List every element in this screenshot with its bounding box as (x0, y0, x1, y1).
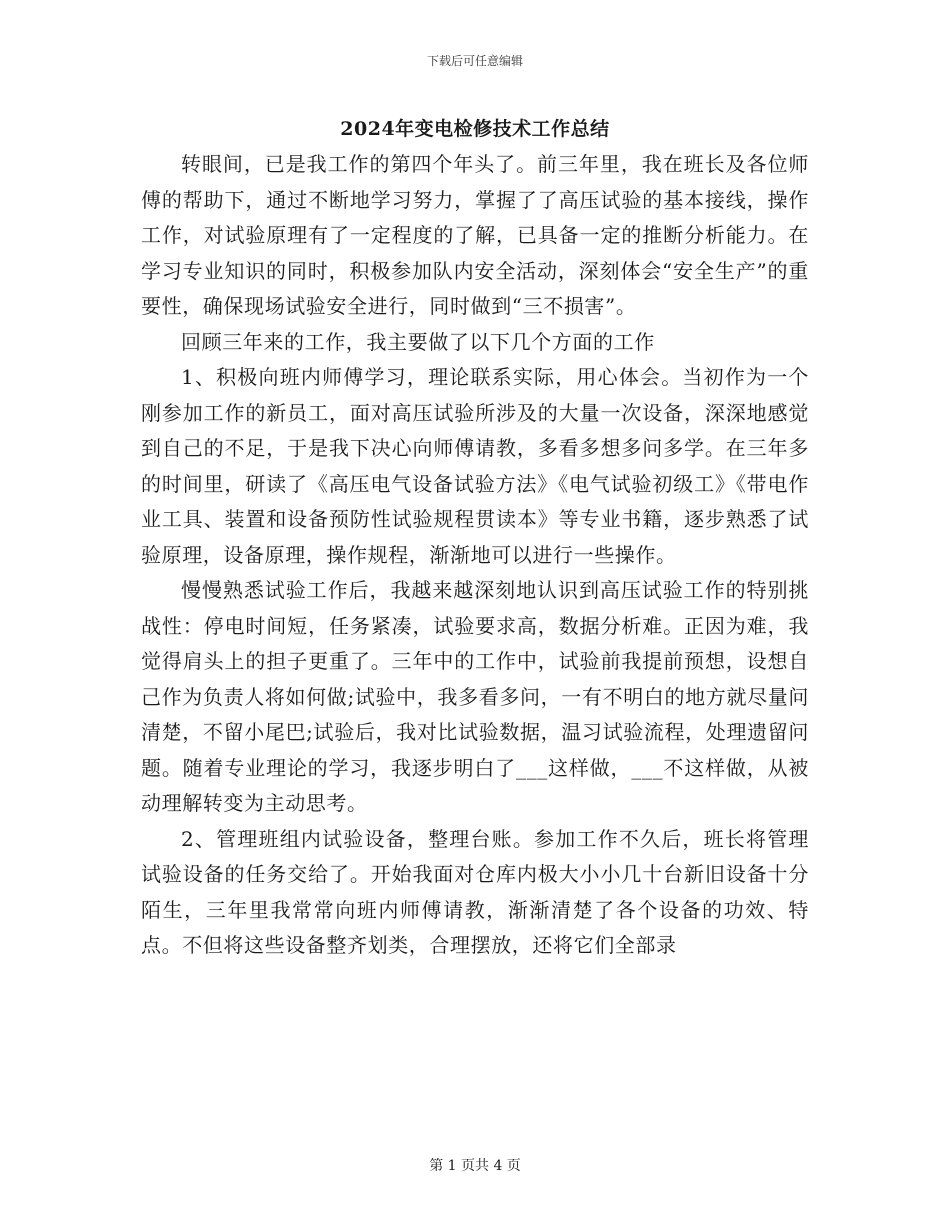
paragraph-intro: 转眼间，已是我工作的第四个年头了。前三年里，我在班长及各位师傅的帮助下，通过不断地学习努力，掌握了了高压试验的基本接线，操作工作，对试验原理有了一定程度的了解，已具备一定的推断分析能力。在学习专业知识的同时，积极参加队内安全活动，深刻体会“安全生产”的重要性，确保现场试验安全进行，同时做到“三不损害”。 (141, 152, 809, 318)
page-header-note: 下载后可任意编辑 (426, 54, 523, 68)
paragraph-challenges: 慢慢熟悉试验工作后，我越来越深刻地认识到高压试验工作的特别挑战性：停电时间短，任务紧凑，试验要求高，数据分析难。正因为难，我觉得肩头上的担子更重了。三年中的工作中，试验前我提前预想，设想自己作为负责人将如何做;试验中，我多看多问，一有不明白的地方就尽量问清楚，不留小尾巴;试验后，我对比试验数据，温习试验流程，处理遗留问题。随着专业理论的学习，我逐步明白了___这样做，___不这样做，从被动理解转变为主动思考。 (141, 578, 809, 815)
document-body (141, 147, 809, 964)
paragraph-item-1: 1、积极向班内师傅学习，理论联系实际，用心体会。当初作为一个刚参加工作的新员工，面对高压试验所涉及的大量一次设备，深深地感觉到自己的不足，于是我下决心向师傅请教，多看多想多问多学。在三年多的时间里，研读了《高压电气设备试验方法》《电气试验初级工》《带电作业工具、装置和设备预防性试验规程贯读本》等专业书籍，逐步熟悉了试验原理，设备原理，操作规程，渐渐地可以进行一些操作。 (141, 365, 809, 567)
document-title: 2024年变电检修技术工作总结 (340, 118, 610, 140)
page-number: 第 1 页共 4 页 (429, 1158, 521, 1174)
paragraph-review: 回顾三年来的工作，我主要做了以下几个方面的工作 (181, 329, 655, 354)
paragraph-item-2: 2、管理班组内试验设备，整理台账。参加工作不久后，班长将管理试验设备的任务交给了。开始我面对仓库内极大小小几十台新旧设备十分陌生，三年里我常常向班内师傅请教，渐渐清楚了各个设备的功效、特点。不但将这些设备整齐划类，合理摆放，还将它们全部录 (141, 826, 809, 957)
